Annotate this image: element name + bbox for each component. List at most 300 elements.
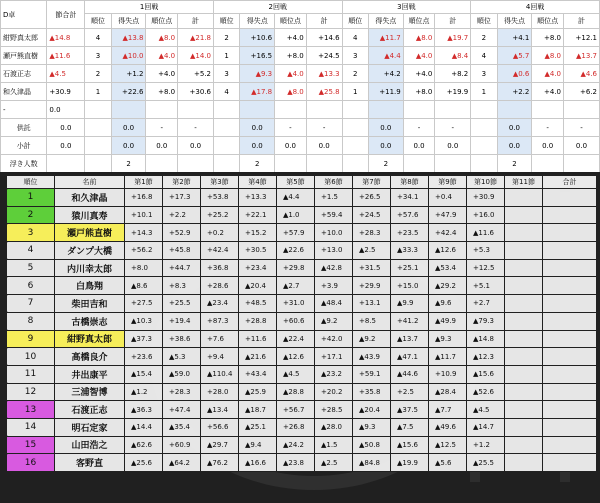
section-score: ▲13.7 xyxy=(391,330,429,348)
round-cell: 3 xyxy=(342,47,368,65)
section-score: ▲20.4 xyxy=(353,401,391,419)
section-score: ▲9.4 xyxy=(239,436,277,454)
section-score: ▲9.2 xyxy=(353,330,391,348)
standings-header: 第11節 xyxy=(505,176,543,189)
section-score: ▲15.4 xyxy=(125,365,163,383)
subtotal-cell xyxy=(85,137,111,155)
subtotal-cell: 0.0 xyxy=(275,137,307,155)
round-cell: +8.0 xyxy=(275,47,307,65)
deposit-cell: - xyxy=(435,119,471,137)
subtotal-cell: 0.0 xyxy=(403,137,435,155)
sub-header: 順位 xyxy=(342,14,368,29)
player-name-cell: 山田浩之 xyxy=(55,436,125,454)
round-cell: ▲8.0 xyxy=(275,83,307,101)
section-score xyxy=(543,401,597,419)
floating-cell xyxy=(146,155,178,173)
section-score: ▲5.3 xyxy=(163,348,201,366)
section-score: +57.9 xyxy=(277,224,315,242)
round-cell: ▲21.8 xyxy=(178,29,214,47)
section-score: +36.8 xyxy=(201,259,239,277)
rank-cell: 10 xyxy=(7,348,55,366)
section-score xyxy=(543,295,597,313)
section-score: +48.5 xyxy=(239,295,277,313)
section-score: ▲43.9 xyxy=(353,348,391,366)
section-score: ▲35.4 xyxy=(163,418,201,436)
subtotal-cell: 0.0 xyxy=(497,137,532,155)
section-score xyxy=(543,383,597,401)
section-score: ▲8.6 xyxy=(125,277,163,295)
section-score: +0.4 xyxy=(429,189,467,207)
player-name-cell: 石渡正志 xyxy=(55,401,125,419)
rank-cell: 2 xyxy=(7,206,55,224)
section-score: ▲44.6 xyxy=(391,365,429,383)
round-cell: 1 xyxy=(471,83,497,101)
section-score: ▲2.5 xyxy=(353,242,391,260)
floating-cell xyxy=(532,155,564,173)
section-score: ▲23.8 xyxy=(277,454,315,472)
round-cell: +8.2 xyxy=(435,65,471,83)
round-cell: +16.5 xyxy=(240,47,275,65)
standings-header: 名前 xyxy=(55,176,125,189)
section-score: ▲9.3 xyxy=(429,330,467,348)
section-score: +3.9 xyxy=(315,277,353,295)
standings-header: 第9節 xyxy=(429,176,467,189)
section-score: +42.4 xyxy=(201,242,239,260)
round-cell: ▲25.8 xyxy=(306,83,342,101)
sub-header: 順位 xyxy=(85,14,111,29)
round-cell: 3 xyxy=(471,65,497,83)
section-score: +28.0 xyxy=(201,383,239,401)
floating-cell xyxy=(471,155,497,173)
deposit-cell: 0.0 xyxy=(111,119,146,137)
section-score: +17.1 xyxy=(315,348,353,366)
section-score: ▲1.2 xyxy=(125,383,163,401)
section-score: ▲50.8 xyxy=(353,436,391,454)
round-cell: +19.9 xyxy=(435,83,471,101)
section-score: +23.6 xyxy=(125,348,163,366)
sub-header: 得失点 xyxy=(497,14,532,29)
section-score: +23.5 xyxy=(391,224,429,242)
section-score: ▲14.4 xyxy=(125,418,163,436)
round-cell: ▲5.7 xyxy=(497,47,532,65)
section-score: +13.3 xyxy=(239,189,277,207)
round-cell: ▲8.0 xyxy=(403,29,435,47)
round-cell: ▲13.8 xyxy=(111,29,146,47)
section-score: ▲29.2 xyxy=(429,277,467,295)
section-score xyxy=(543,348,597,366)
round-cell: ▲8.0 xyxy=(146,29,178,47)
section-score: +27.5 xyxy=(125,295,163,313)
round-cell: +8.0 xyxy=(403,83,435,101)
section-score: ▲64.2 xyxy=(163,454,201,472)
section-score: +13.1 xyxy=(353,295,391,313)
round-cell xyxy=(306,101,342,119)
player-name-cell: 猿川真寿 xyxy=(55,206,125,224)
section-score: +5.1 xyxy=(467,277,505,295)
section-score: +29.9 xyxy=(353,277,391,295)
player-name: - xyxy=(1,101,47,119)
floating-cell xyxy=(306,155,342,173)
floating-cell xyxy=(85,155,111,173)
deposit-cell: - xyxy=(532,119,564,137)
round-cell: +11.9 xyxy=(368,83,403,101)
player-total: ▲11.6 xyxy=(47,47,85,65)
header-total: 節合計 xyxy=(47,1,85,29)
round-cell: ▲10.0 xyxy=(111,47,146,65)
section-score xyxy=(543,224,597,242)
round-cell: +4.1 xyxy=(497,29,532,47)
player-name: 石渡正志 xyxy=(1,65,47,83)
round-cell: +4.0 xyxy=(403,65,435,83)
section-score: +23.4 xyxy=(239,259,277,277)
section-score: ▲4.5 xyxy=(277,365,315,383)
section-score xyxy=(505,454,543,472)
deposit-cell: 0.0 xyxy=(368,119,403,137)
standings-header: 第5節 xyxy=(277,176,315,189)
section-score: +47.4 xyxy=(163,401,201,419)
section-score: ▲62.6 xyxy=(125,436,163,454)
round-cell: +30.6 xyxy=(178,83,214,101)
section-score xyxy=(505,330,543,348)
section-score: +60.9 xyxy=(163,436,201,454)
section-score: ▲25.5 xyxy=(467,454,505,472)
standings-header: 第3節 xyxy=(201,176,239,189)
round-cell: +4.0 xyxy=(275,29,307,47)
sub-header: 計 xyxy=(435,14,471,29)
section-score: +25.2 xyxy=(201,206,239,224)
sub-header: 順位 xyxy=(213,14,239,29)
section-score: ▲25.1 xyxy=(239,418,277,436)
section-score: +10.0 xyxy=(315,224,353,242)
section-score: ▲36.3 xyxy=(125,401,163,419)
section-score: ▲12.5 xyxy=(429,436,467,454)
round-cell: ▲4.0 xyxy=(146,47,178,65)
section-score: +47.9 xyxy=(429,206,467,224)
round-cell: 1 xyxy=(342,83,368,101)
table-label: D卓 xyxy=(1,1,47,29)
section-score: ▲79.3 xyxy=(467,312,505,330)
section-score: ▲49.9 xyxy=(429,312,467,330)
section-score: ▲29.7 xyxy=(201,436,239,454)
section-score: +53.8 xyxy=(201,189,239,207)
section-score: +56.6 xyxy=(201,418,239,436)
section-score: +35.8 xyxy=(353,383,391,401)
round-cell: ▲17.8 xyxy=(240,83,275,101)
section-score: +10.1 xyxy=(125,206,163,224)
section-score: +2.5 xyxy=(391,383,429,401)
floating-cell xyxy=(435,155,471,173)
section-score: ▲9.3 xyxy=(353,418,391,436)
section-score: +60.6 xyxy=(277,312,315,330)
section-score: +8.3 xyxy=(163,277,201,295)
round-cell xyxy=(240,101,275,119)
standings-header: 第6節 xyxy=(315,176,353,189)
round-header: 1回戦 xyxy=(85,1,214,14)
round-cell xyxy=(275,101,307,119)
section-score: ▲110.4 xyxy=(201,365,239,383)
deposit-label: 供託 xyxy=(1,119,47,137)
round-cell xyxy=(471,101,497,119)
round-cell: +22.6 xyxy=(111,83,146,101)
section-score: +1.5 xyxy=(315,189,353,207)
sub-header: 順位点 xyxy=(403,14,435,29)
deposit-total: 0.0 xyxy=(47,119,85,137)
section-score: +0.2 xyxy=(201,224,239,242)
deposit-cell: 0.0 xyxy=(240,119,275,137)
floating-count: 2 xyxy=(368,155,403,173)
round-cell: +6.2 xyxy=(563,83,599,101)
section-score: ▲49.6 xyxy=(429,418,467,436)
section-score: ▲52.6 xyxy=(467,383,505,401)
section-score: +17.3 xyxy=(163,189,201,207)
section-score xyxy=(505,259,543,277)
section-score: +14.3 xyxy=(125,224,163,242)
player-name: 和久津晶 xyxy=(1,83,47,101)
section-score: +1.2 xyxy=(467,436,505,454)
section-score: ▲1.0 xyxy=(277,206,315,224)
round-header: 4回戦 xyxy=(471,1,600,14)
sub-header: 計 xyxy=(563,14,599,29)
round-cell: ▲4.4 xyxy=(368,47,403,65)
section-score: ▲42.8 xyxy=(315,259,353,277)
section-score: +24.5 xyxy=(353,206,391,224)
section-score xyxy=(543,277,597,295)
subtotal-cell: 0.0 xyxy=(368,137,403,155)
section-score: ▲9.6 xyxy=(429,295,467,313)
section-score xyxy=(543,330,597,348)
standings-header: 第8節 xyxy=(391,176,429,189)
player-name-cell: 三浦智博 xyxy=(55,383,125,401)
sub-header: 得失点 xyxy=(111,14,146,29)
round-cell: +4.0 xyxy=(146,65,178,83)
section-score: ▲76.2 xyxy=(201,454,239,472)
subtotal-cell xyxy=(471,137,497,155)
section-score: ▲5.6 xyxy=(429,454,467,472)
round-cell: ▲19.7 xyxy=(435,29,471,47)
deposit-cell xyxy=(85,119,111,137)
player-name-cell: 柴田吉和 xyxy=(55,295,125,313)
player-name-cell: 高橋良介 xyxy=(55,348,125,366)
deposit-cell: - xyxy=(146,119,178,137)
section-score: ▲19.9 xyxy=(391,454,429,472)
deposit-cell: - xyxy=(275,119,307,137)
section-score: ▲12.6 xyxy=(277,348,315,366)
section-score: +28.5 xyxy=(315,401,353,419)
sub-header: 得失点 xyxy=(240,14,275,29)
section-score: +10.9 xyxy=(429,365,467,383)
section-score: ▲12.3 xyxy=(467,348,505,366)
section-score: +42.0 xyxy=(315,330,353,348)
league-standings-table xyxy=(6,175,597,472)
section-score: +52.9 xyxy=(163,224,201,242)
section-score: +43.4 xyxy=(239,365,277,383)
player-total: +30.9 xyxy=(47,83,85,101)
section-score: +29.8 xyxy=(277,259,315,277)
section-score: ▲18.7 xyxy=(239,401,277,419)
round-cell xyxy=(178,101,214,119)
section-score: ▲20.4 xyxy=(239,277,277,295)
sub-header: 計 xyxy=(306,14,342,29)
section-score xyxy=(505,242,543,260)
section-score: +25.5 xyxy=(163,295,201,313)
rank-cell: 5 xyxy=(7,259,55,277)
section-score xyxy=(543,436,597,454)
section-score: ▲9.2 xyxy=(315,312,353,330)
deposit-cell: - xyxy=(563,119,599,137)
floating-cell xyxy=(403,155,435,173)
section-score: +28.3 xyxy=(163,383,201,401)
sub-header: 得失点 xyxy=(368,14,403,29)
round-cell: +8.0 xyxy=(146,83,178,101)
floating-cell xyxy=(213,155,239,173)
sub-header: 順位点 xyxy=(275,14,307,29)
player-name-cell: 客野直 xyxy=(55,454,125,472)
rank-cell: 7 xyxy=(7,295,55,313)
section-score: +22.1 xyxy=(239,206,277,224)
section-score: ▲84.8 xyxy=(353,454,391,472)
standings-header: 合計 xyxy=(543,176,597,189)
deposit-cell: - xyxy=(178,119,214,137)
round-cell xyxy=(111,101,146,119)
round-cell xyxy=(342,101,368,119)
section-score: ▲14.7 xyxy=(467,418,505,436)
subtotal-cell: 0.0 xyxy=(563,137,599,155)
section-score: +19.4 xyxy=(163,312,201,330)
rank-cell: 12 xyxy=(7,383,55,401)
deposit-cell: - xyxy=(306,119,342,137)
section-score: ▲11.7 xyxy=(429,348,467,366)
section-score: +11.6 xyxy=(239,330,277,348)
rank-cell: 15 xyxy=(7,436,55,454)
player-name-cell: 井出康平 xyxy=(55,365,125,383)
section-score: +2.7 xyxy=(467,295,505,313)
round-cell: ▲14.0 xyxy=(178,47,214,65)
section-score: +16.0 xyxy=(467,206,505,224)
player-name: 瀬戸熊直樹 xyxy=(1,47,47,65)
subtotal-label: 小計 xyxy=(1,137,47,155)
subtotal-cell xyxy=(213,137,239,155)
section-score: +31.5 xyxy=(353,259,391,277)
section-score: ▲59.0 xyxy=(163,365,201,383)
section-score: +7.6 xyxy=(201,330,239,348)
section-score: ▲53.4 xyxy=(429,259,467,277)
section-score: +45.8 xyxy=(163,242,201,260)
round-header: 2回戦 xyxy=(213,1,342,14)
sub-header: 順位点 xyxy=(146,14,178,29)
section-score xyxy=(543,259,597,277)
round-cell xyxy=(85,101,111,119)
subtotal-cell: 0.0 xyxy=(532,137,564,155)
section-score xyxy=(505,365,543,383)
section-score: ▲12.6 xyxy=(429,242,467,260)
section-score: +87.3 xyxy=(201,312,239,330)
round-cell: 2 xyxy=(471,29,497,47)
section-score: +30.5 xyxy=(239,242,277,260)
round-cell: +5.2 xyxy=(178,65,214,83)
section-score: +20.2 xyxy=(315,383,353,401)
section-score: ▲23.4 xyxy=(201,295,239,313)
section-score: ▲22.4 xyxy=(277,330,315,348)
section-score xyxy=(505,277,543,295)
round-cell: 2 xyxy=(85,65,111,83)
round-cell: 3 xyxy=(85,47,111,65)
round-cell: +4.2 xyxy=(368,65,403,83)
section-score: +28.8 xyxy=(239,312,277,330)
rank-cell: 8 xyxy=(7,312,55,330)
section-score: +31.0 xyxy=(277,295,315,313)
section-score: ▲15.6 xyxy=(391,436,429,454)
player-total: ▲14.8 xyxy=(47,29,85,47)
section-score: +56.7 xyxy=(277,401,315,419)
round-cell: 2 xyxy=(342,65,368,83)
round-cell: 4 xyxy=(471,47,497,65)
section-score: ▲7.7 xyxy=(429,401,467,419)
section-score: +12.5 xyxy=(467,259,505,277)
round-cell xyxy=(213,101,239,119)
sub-header: 順位 xyxy=(471,14,497,29)
round-cell: 3 xyxy=(213,65,239,83)
standings-header: 第1節 xyxy=(125,176,163,189)
section-score xyxy=(505,295,543,313)
round-cell: ▲11.7 xyxy=(368,29,403,47)
section-score: +56.2 xyxy=(125,242,163,260)
section-score: +30.9 xyxy=(467,189,505,207)
section-score: +8.0 xyxy=(125,259,163,277)
floating-label: 浮き人数 xyxy=(1,155,47,173)
round-cell xyxy=(532,101,564,119)
section-score: +34.1 xyxy=(391,189,429,207)
subtotal-total: 0.0 xyxy=(47,137,85,155)
section-score: ▲2.5 xyxy=(315,454,353,472)
round-header: 3回戦 xyxy=(342,1,471,14)
round-cell xyxy=(563,101,599,119)
deposit-cell: - xyxy=(403,119,435,137)
standings-panel xyxy=(0,172,600,503)
round-cell xyxy=(146,101,178,119)
section-score: +57.6 xyxy=(391,206,429,224)
section-score: ▲1.5 xyxy=(315,436,353,454)
section-score: +42.4 xyxy=(429,224,467,242)
player-name-cell: 明石定家 xyxy=(55,418,125,436)
deposit-cell xyxy=(342,119,368,137)
round-cell: ▲9.3 xyxy=(240,65,275,83)
section-score xyxy=(543,418,597,436)
section-score: ▲2.7 xyxy=(277,277,315,295)
player-total: ▲4.5 xyxy=(47,65,85,83)
sub-header: 計 xyxy=(178,14,214,29)
floating-count: 2 xyxy=(111,155,146,173)
section-score: +38.6 xyxy=(163,330,201,348)
standings-header: 第10節 xyxy=(467,176,505,189)
floating-count: 2 xyxy=(240,155,275,173)
section-score xyxy=(543,242,597,260)
section-score: +8.5 xyxy=(353,312,391,330)
rank-cell: 1 xyxy=(7,189,55,207)
section-score: ▲25.9 xyxy=(239,383,277,401)
section-score xyxy=(505,189,543,207)
round-cell: ▲4.0 xyxy=(275,65,307,83)
subtotal-cell: 0.0 xyxy=(240,137,275,155)
floating-cell xyxy=(178,155,214,173)
round-cell: ▲0.6 xyxy=(497,65,532,83)
round-cell: ▲4.0 xyxy=(403,47,435,65)
player-name-cell: 内川幸太郎 xyxy=(55,259,125,277)
section-score: ▲15.6 xyxy=(467,365,505,383)
section-score: +59.1 xyxy=(353,365,391,383)
deposit-cell: 0.0 xyxy=(497,119,532,137)
floating-cell xyxy=(275,155,307,173)
section-score: +26.8 xyxy=(277,418,315,436)
